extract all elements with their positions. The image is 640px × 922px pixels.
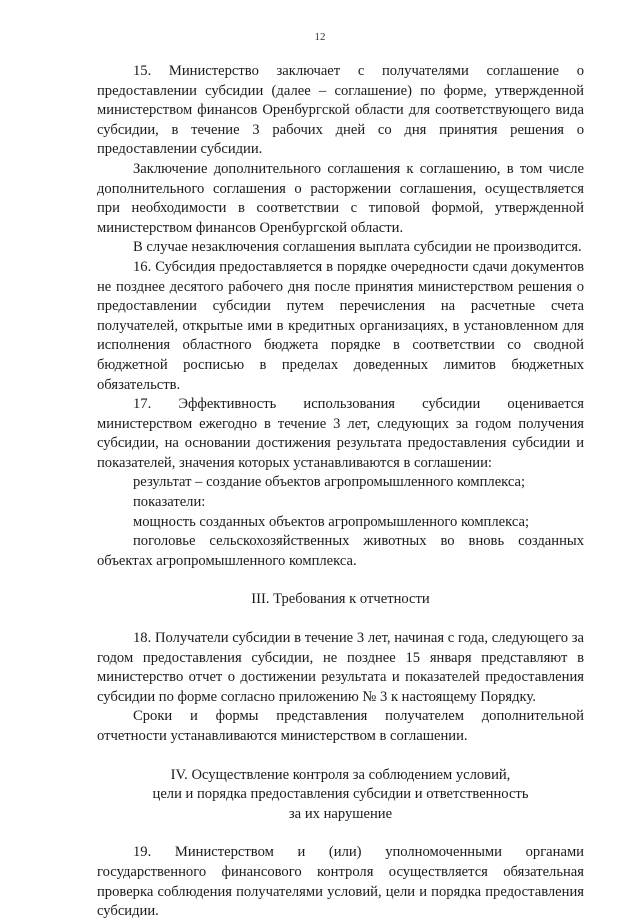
section-4-heading-line-3: за их нарушение xyxy=(288,805,393,822)
paragraph-17-result: результат – создание объектов агропромышленного комплекса; xyxy=(133,474,526,491)
paragraph-17-indicators: показатели: xyxy=(133,494,206,511)
paragraph-17-capacity: мощность созданных объектов агропромышленного комплекса; xyxy=(133,513,530,530)
paragraph-15: 15. Министерство заключает с получателями соглашение о предоставлении субсидии (далее – соглашение) по форме, утвержденной министерством финансов Оренбургской области для соответствующего вида субсидии, в течение 3 рабочих дней со дня принятия решения о предоставлении субсидии. xyxy=(97,63,584,158)
paragraph-18-terms: Сроки и формы представления получателем дополнительной отчетности устанавливаются министерством в соглашении. xyxy=(97,708,584,744)
paragraph-15-refusal: В случае незаключения соглашения выплата субсидии не производится. xyxy=(133,239,582,256)
paragraph-19: 19. Министерством и (или) уполномоченными органами государственного финансового контроля осуществляется обязательная проверка соблюдения получателями условий, цели и порядка предоставления субсидии. xyxy=(97,844,584,920)
section-4-heading-line-2: цели и порядка предоставления субсидии и ответственность xyxy=(152,786,529,803)
section-3-heading: III. Требования к отчетности xyxy=(251,591,430,608)
section-4-heading xyxy=(97,766,584,825)
paragraph-15-additional-agreement: Заключение дополнительного соглашения к соглашению, в том числе дополнительного соглашения о расторжении соглашения, осуществляется при необходимости в соответствии с типовой формой, утвержденной министерством финансов Оренбургской области. xyxy=(97,160,584,236)
paragraph-16: 16. Субсидия предоставляется в порядке очередности сдачи документов не позднее десятого рабочего дня после принятия министерством решения о предоставлении субсидии путем перечисления на расчетные счета получателей, открытые ими в кредитных организациях, в установленном для исполнения областного бюджета порядке в соответствии со сводной бюджетной росписью в пределах доведенных лимитов бюджетных обязательств. xyxy=(97,258,584,393)
document-body xyxy=(97,62,584,922)
page-number: 12 xyxy=(314,31,326,43)
section-4-heading-line-1: IV. Осуществление контроля за соблюдением условий, xyxy=(170,766,511,783)
paragraph-18: 18. Получатели субсидии в течение 3 лет, начиная с года, следующего за годом предоставления субсидии, не позднее 15 января представляют в министерство отчет о достижении результата и показателей предоставления субсидии по форме согласно приложению № 3 к настоящему Порядку. xyxy=(97,630,584,705)
paragraph-17: 17. Эффективность использования субсидии оценивается министерством ежегодно в течение 3 лет, следующих за годом получения субсидии, на основании достижения результата предоставления субсидии и показателей, значения которых устанавливаются в соглашении: xyxy=(97,396,584,471)
paragraph-17-livestock: поголовье сельскохозяйственных животных во вновь созданных объектах агропромышленного комплекса. xyxy=(97,533,584,569)
